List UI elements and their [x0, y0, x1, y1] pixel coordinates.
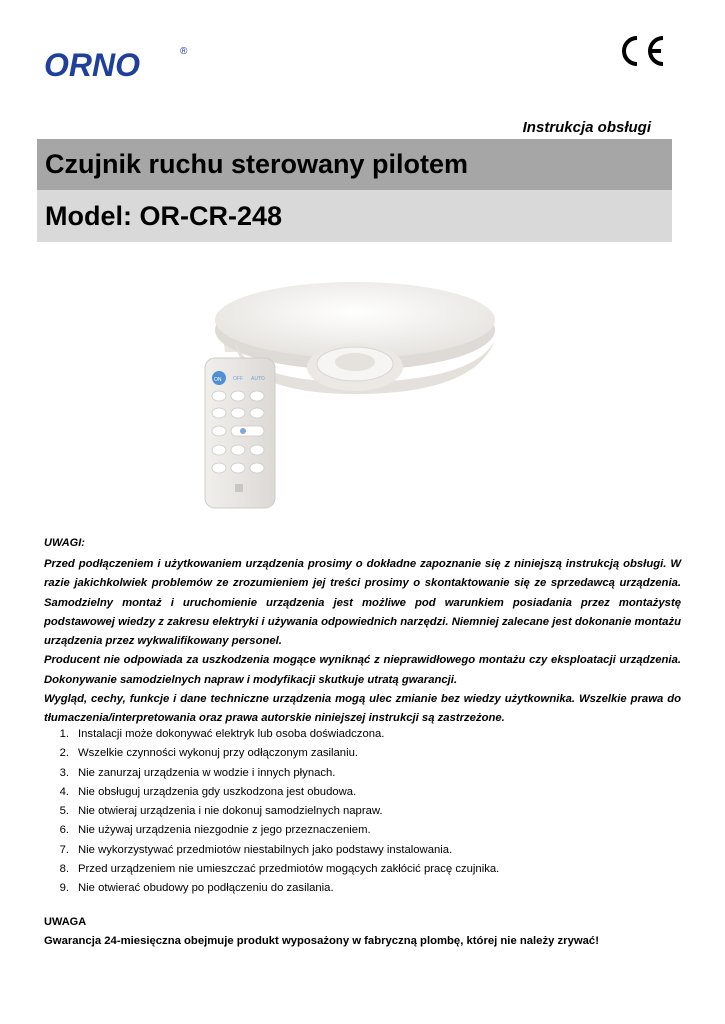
svg-text:OFF: OFF — [233, 376, 243, 382]
ce-mark-icon — [615, 34, 667, 68]
list-item: 3. Nie zanurzaj urządzenia w wodzie i innych płynach. — [59, 766, 336, 779]
model-title: Model: OR-CR-248 — [37, 190, 672, 242]
warranty-text: Gwarancja 24-miesięczna obejmuje produkt wyposażony w fabryczną plombę, której nie należy zrywać! — [44, 935, 599, 947]
warnings-paragraph: Producent nie odpowiada za uszkodzenia mogące wyniknąć z nieprawidłowego montażu czy eksploatacji urządzenia. Dokonywanie samodzielnych napraw i modyfikacji skutkuje utratą gwarancji. — [44, 654, 681, 686]
svg-text:AUTO: AUTO — [251, 376, 265, 382]
list-item: 4. Nie obsługuj urządzenia gdy uszkodzona jest obudowa. — [59, 785, 357, 798]
list-item: 6. Nie używaj urządzenia niezgodnie z jego przeznaczeniem. — [59, 824, 371, 837]
orno-logo — [42, 42, 202, 84]
brand-name: ORNO — [44, 47, 140, 83]
registered-mark: ® — [180, 46, 188, 57]
document-type: Instrukcja obsługi — [522, 119, 651, 136]
safety-rules-list — [44, 725, 681, 899]
warranty-title: UWAGA — [44, 916, 87, 928]
list-item: 5. Nie otwieraj urządzenia i nie dokonuj samodzielnych napraw. — [59, 805, 383, 818]
warnings-paragraph: Wygląd, cechy, funkcje i dane techniczne urządzenia mogą ulec zmianie bez wiedzy użytkownika. Wszelkie prawa do tłumaczenia/interpretowania oraz prawa autorskie niniejszej instrukcji są zastrzeżone. — [44, 693, 681, 725]
list-item: 1. Instalacji może dokonywać elektryk lub osoba doświadczona. — [59, 728, 385, 740]
warnings-text — [44, 555, 681, 729]
svg-text:ON: ON — [214, 377, 222, 383]
remote-control — [205, 358, 275, 508]
list-item: 8. Przed urządzeniem nie umieszczać przedmiotów mogących zakłócić pracę czujnika. — [59, 863, 500, 876]
list-item: 2. Wszelkie czynności wykonuj przy odłączonym zasilaniu. — [59, 747, 359, 760]
list-item: 9. Nie otwierać obudowy po podłączeniu do zasilania. — [59, 882, 334, 895]
warnings-title: UWAGI: — [44, 537, 85, 549]
product-image — [195, 282, 525, 512]
list-item: 7. Nie wykorzystywać przedmiotów niestabilnych jako podstawy instalowania. — [59, 843, 453, 856]
warnings-paragraph: Przed podłączeniem i użytkowaniem urządzenia prosimy o dokładne zapoznanie się z niniejszą instrukcją obsługi. W razie jakichkolwiek problemów ze zrozumieniem jej treści prosimy o skontaktowanie się ze sprzedawcą urządzenia. Samodzielny montaż i uruchomienie urządzenia jest możliwe pod warunkiem posiadania przez montażystę podstawowej wiedzy z zakresu elektryki i używania odpowiednich narzędzi. Niemniej zalecane jest dokonanie montażu urządzenia przez wykwalifikowany personel. — [44, 558, 681, 648]
product-title: Czujnik ruchu sterowany pilotem — [37, 139, 672, 190]
